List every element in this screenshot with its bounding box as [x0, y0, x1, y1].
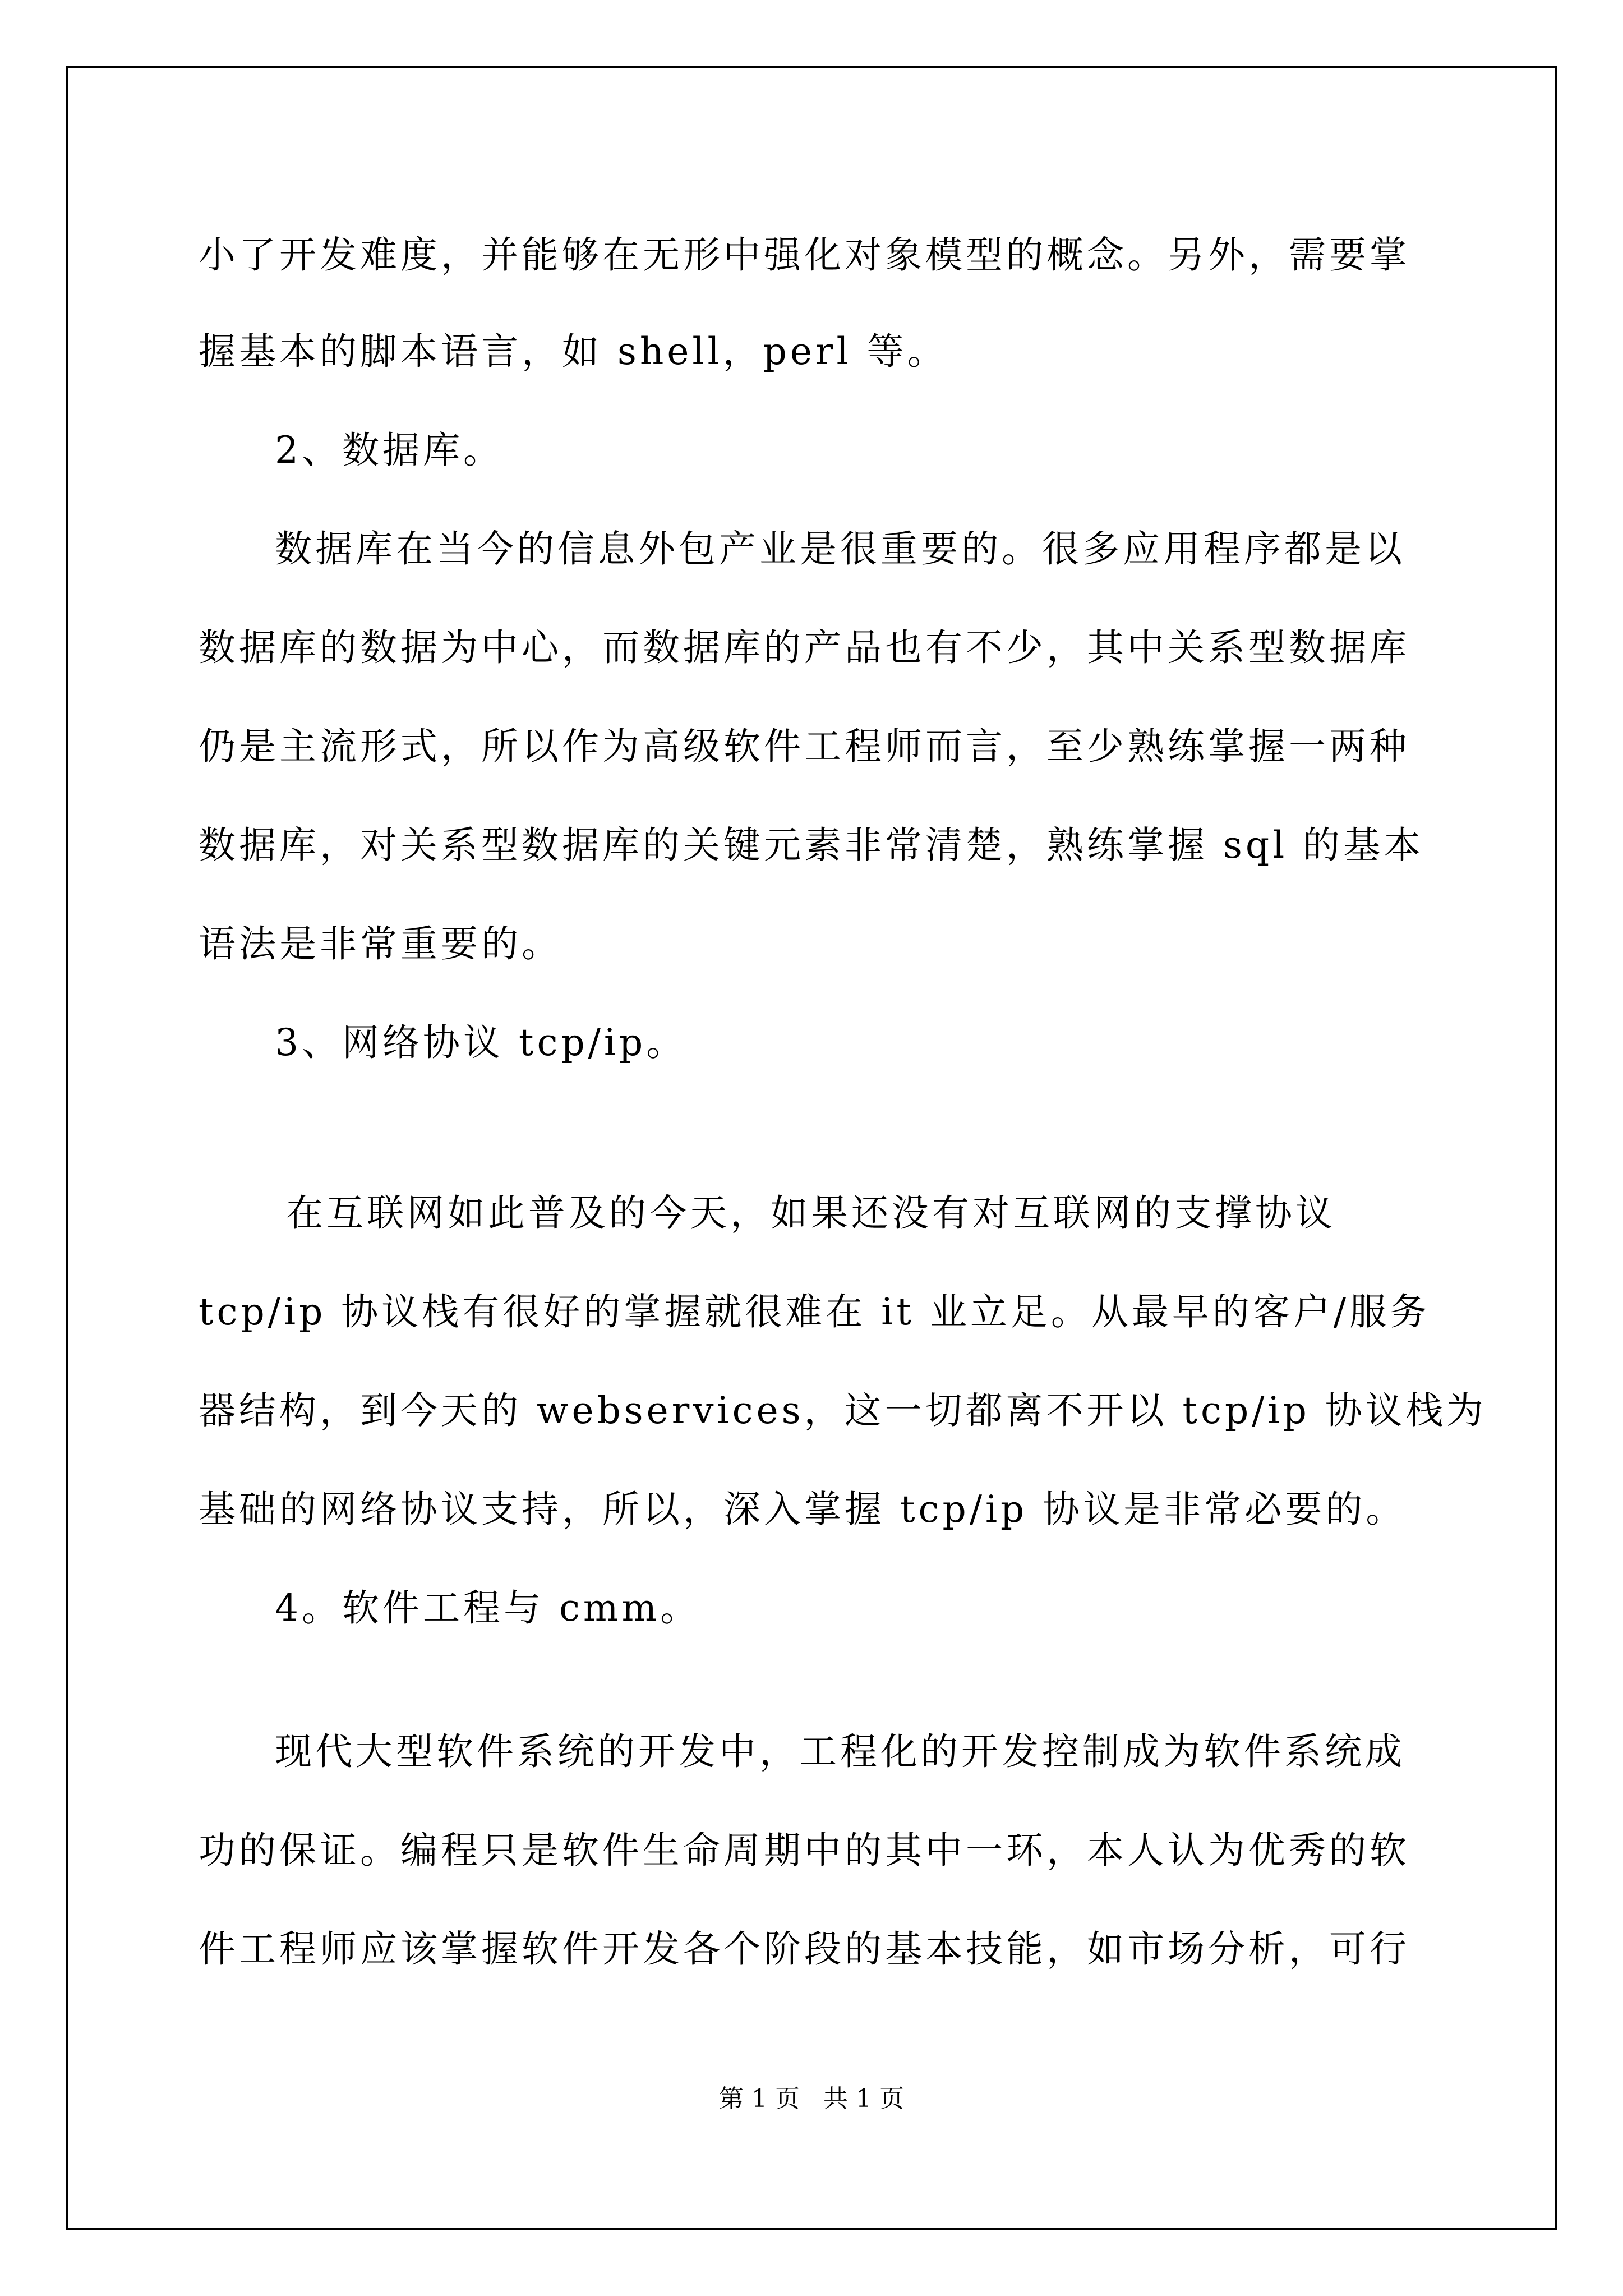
- text-line: 握基本的脚本语言，如 shell，perl 等。: [199, 330, 948, 373]
- page-footer: 第 1 页 共 1 页: [719, 2085, 904, 2113]
- text-line: 小了开发难度，并能够在无形中强化对象模型的概念。另外，需要掌: [199, 233, 1410, 277]
- text-line: 数据库，对关系型数据库的关键元素非常清楚，熟练掌握 sql 的基本: [199, 823, 1424, 867]
- text-line: 语法是非常重要的。: [199, 922, 562, 965]
- text-line: 基础的网络协议支持，所以，深入掌握 tcp/ip 协议是非常必要的。: [199, 1488, 1407, 1531]
- section-heading: 3、网络协议 tcp/ip。: [275, 1021, 687, 1064]
- text-line: 功的保证。编程只是软件生命周期中的其中一环，本人认为优秀的软: [199, 1829, 1410, 1872]
- text-line: 现代大型软件系统的开发中，工程化的开发控制成为软件系统成: [275, 1730, 1405, 1773]
- text-line: tcp/ip 协议栈有很好的掌握就很难在 it 业立足。从最早的客户/服务: [199, 1290, 1431, 1333]
- section-heading: 4。软件工程与 cmm。: [275, 1586, 701, 1630]
- text-line: 数据库的数据为中心，而数据库的产品也有不少，其中关系型数据库: [199, 626, 1410, 669]
- section-heading: 2、数据库。: [275, 429, 504, 472]
- text-line: 数据库在当今的信息外包产业是很重要的。很多应用程序都是以: [275, 527, 1405, 570]
- text-line: 在互联网如此普及的今天，如果还没有对互联网的支撑协议: [286, 1191, 1336, 1235]
- page-border: [66, 66, 1557, 2230]
- text-line: 器结构，到今天的 webservices，这一切都离不开以 tcp/ip 协议栈为: [199, 1389, 1487, 1432]
- text-line: 仍是主流形式，所以作为高级软件工程师而言，至少熟练掌握一两种: [199, 725, 1410, 768]
- text-line: 件工程师应该掌握软件开发各个阶段的基本技能，如市场分析，可行: [199, 1927, 1410, 1971]
